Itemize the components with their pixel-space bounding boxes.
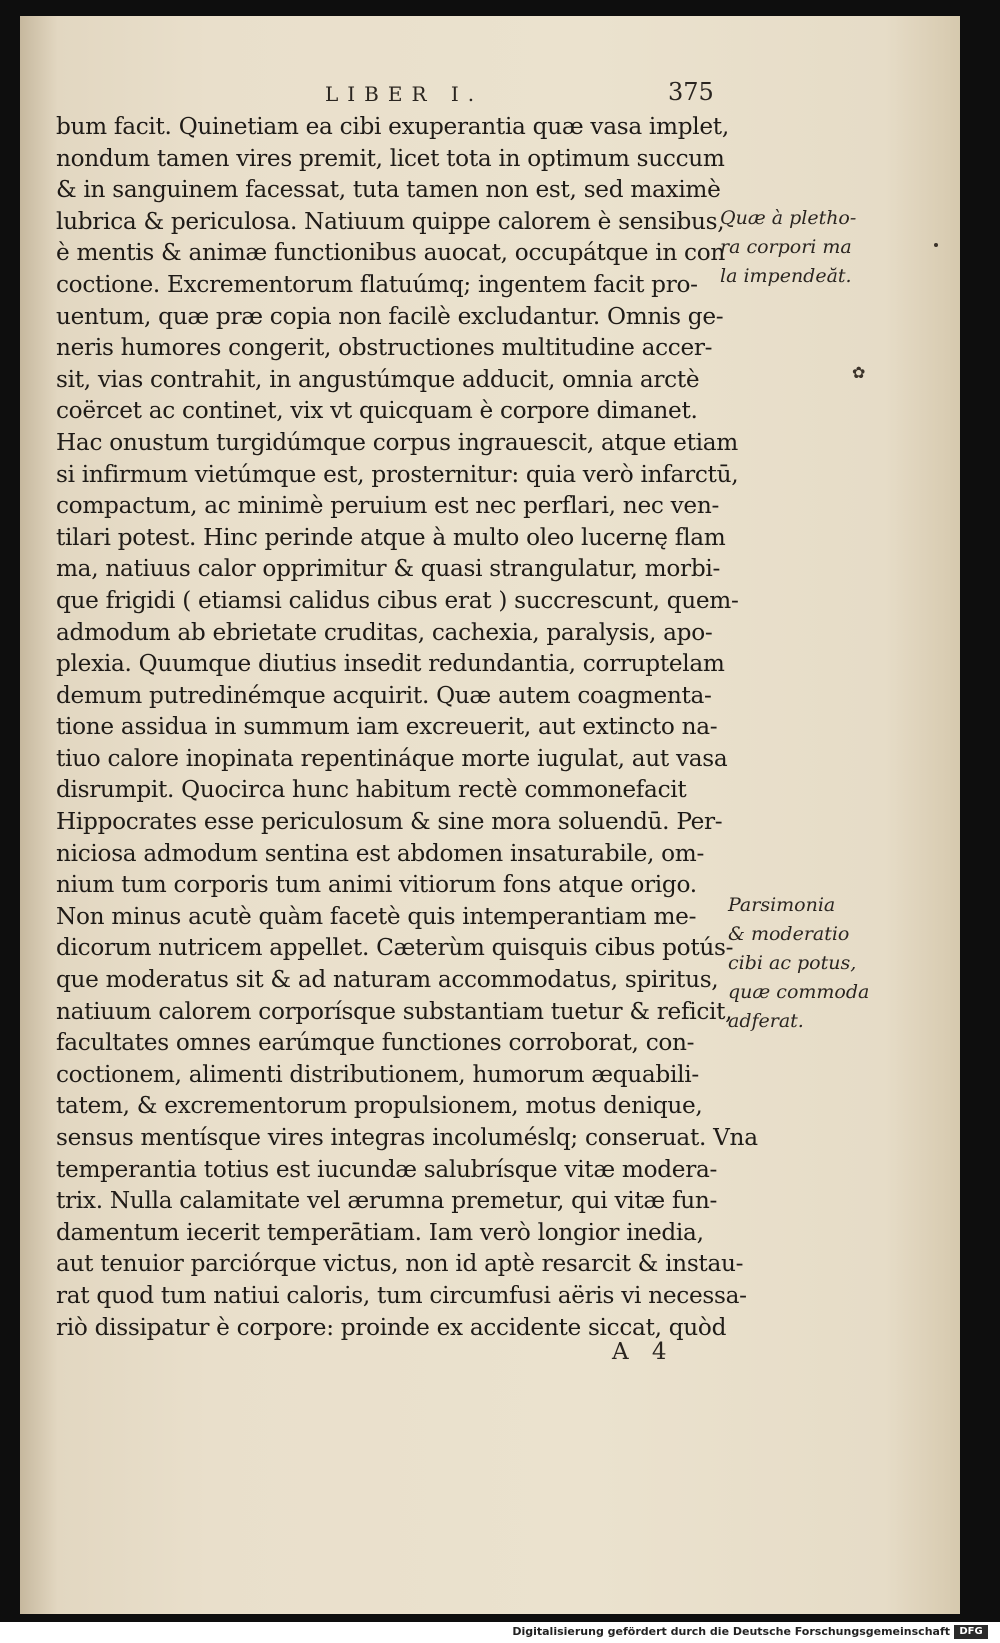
text-line: Hippocrates esse periculosum & sine mora soluendū. Per- [56,808,723,836]
text-line: nium tum corporis tum animi vitiorum fons atque origo. [56,871,697,899]
digitization-footer [0,1622,1000,1643]
text-line: trix. Nulla calamitate vel ærumna premetur, qui vitæ fun- [56,1187,718,1215]
text-line: que frigidi ( etiamsi calidus cibus erat ) succrescunt, quem- [56,586,739,614]
text-line: disrumpit. Quocirca hunc habitum rectè commonefacit [56,776,687,804]
text-line: dicorum nutricem appellet. Cæterùm quisquis cibus potús- [56,934,734,962]
text-line: coërcet ac continet, vix vt quicquam è corpore dimanet. [56,397,698,425]
text-line: damentum iecerit temperātiam. Iam verò longior inedia, [56,1218,704,1246]
text-line: bum facit. Quinetiam ea cibi exuperantia quæ vasa implet, [56,113,729,140]
text-line: & in sanguinem facessat, tuta tamen non est, sed maximè [56,176,721,204]
text-line: tiuo calore inopinata repentináque morte iugulat, aut vasa [56,744,728,772]
text-line: lubrica & periculosa. Natiuum quippe calorem è sensibus, [56,207,725,235]
text-line: niciosa admodum sentina est abdomen insaturabile, om- [56,839,705,867]
marginal-note-line: Parsimonia [728,894,836,916]
marginal-note-line: ra corpori ma [720,236,852,258]
text-line: ma, natiuus calor opprimitur & quasi strangulatur, morbi- [56,555,721,583]
text-line: Non minus acutè quàm facetè quis intemperantiam me- [56,902,697,930]
marginal-note-line: adferat. [728,1010,804,1032]
marginal-note-line: Quæ à pletho- [720,207,857,229]
text-line: admodum ab ebrietate cruditas, cachexia, paralysis, apo- [56,618,713,646]
text-line: neris humores congerit, obstructiones multitudine accer- [56,334,713,362]
ink-dot [934,243,938,247]
signature-mark: A 4 [612,1339,675,1365]
marginal-note-parsimonia [728,891,869,1036]
marginal-note-line: cibi ac potus, [728,952,857,974]
text-line: uentum, quæ præ copia non facilè excludantur. Omnis ge- [56,302,724,330]
dfg-logo: DFG [954,1625,988,1639]
marginal-note-line: la impendeăt. [720,265,852,287]
text-line: è mentis & animæ functionibus auocat, occupátque in con [56,239,726,267]
marginal-note-plethora [720,204,856,291]
text-line: plexia. Quumque diutius insedit redundantia, corruptelam [56,650,725,678]
text-line: riò dissipatur è corpore: proinde ex accidente siccat, quòd [56,1313,727,1341]
marginal-note-line: quæ commoda [728,981,870,1003]
text-line: compactum, ac minimè peruium est nec perflari, nec ven- [56,492,720,520]
text-line: tione assidua in summum iam excreuerit, aut extincto na- [56,713,718,741]
running-head: LIBER I. [325,82,484,106]
funding-credit: Digitalisierung gefördert durch die Deutsche Forschungsgemeinschaft [512,1625,950,1638]
text-line: si infirmum vietúmque est, prosternitur: quia verò infarctū, [56,460,739,488]
text-line: sensus mentísque vires integras incoluméslq; conseruat. Vna [56,1124,758,1151]
text-line: aut tenuior parciórque victus, non id aptè resarcit & instau- [56,1250,744,1278]
text-line: rat quod tum natiui caloris, tum circumfusi aëris vi necessa- [56,1281,747,1309]
book-page [20,16,960,1614]
text-line: nondum tamen vires premit, licet tota in optimum succum [56,144,725,172]
main-text-block [56,111,758,1343]
page-number: 375 [668,78,714,106]
text-line: temperantia totius est iucundæ salubrísque vitæ modera- [56,1155,718,1183]
text-line: natiuum calorem corporísque substantiam tuetur & reficit, [56,997,733,1025]
text-line: coctione. Excrementorum flatuúmq; ingentem facit pro- [56,270,698,298]
text-line: coctionem, alimenti distributionem, humorum æquabili- [56,1060,699,1088]
text-line: Hac onustum turgidúmque corpus ingrauescit, atque etiam [56,428,738,456]
marginal-note-line: & moderatio [728,923,850,945]
text-line: que moderatus sit & ad naturam accommodatus, spiritus, [56,966,719,994]
text-line: demum putredinémque acquirit. Quæ autem coagmenta- [56,681,712,709]
text-line: tatem, & excrementorum propulsionem, motus denique, [56,1092,703,1120]
text-line: facultates omnes earúmque functiones corroborat, con- [56,1029,695,1057]
printer-ornament-icon: ✿ [852,363,866,382]
text-line: sit, vias contrahit, in angustúmque adducit, omnia arctè [56,365,700,393]
text-line: tilari potest. Hinc perinde atque à multo oleo lucernę flam [56,523,726,551]
